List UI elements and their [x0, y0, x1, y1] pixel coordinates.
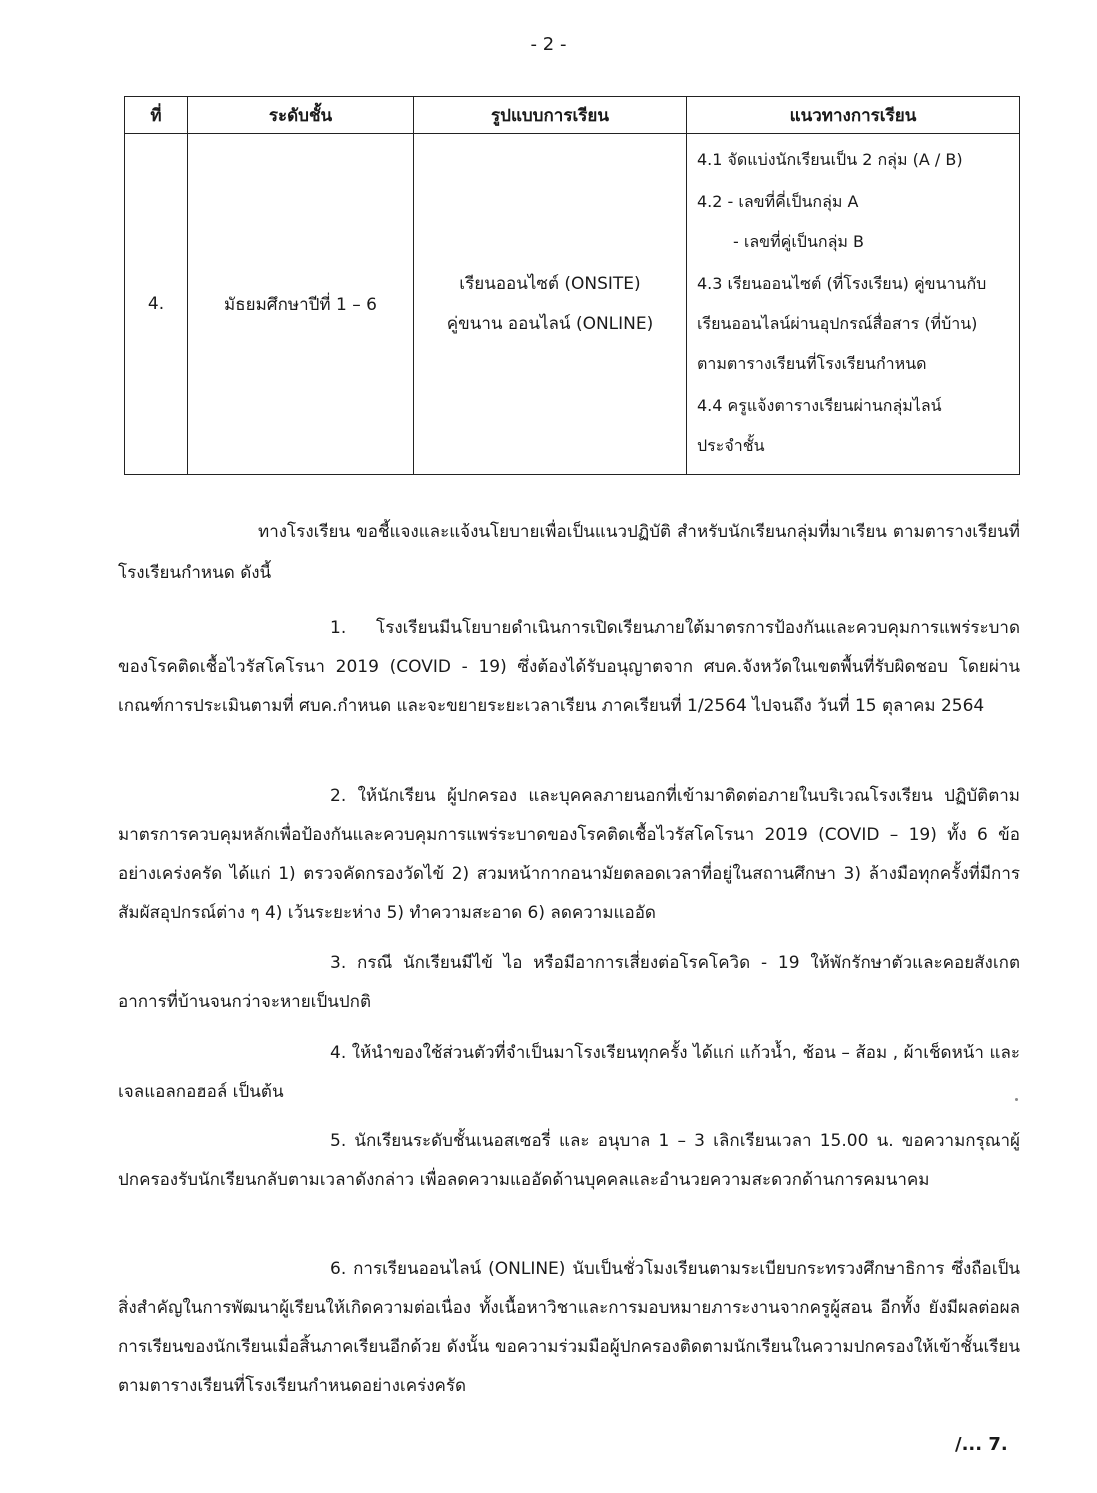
approach-line: 4.1 จัดแบ่งนักเรียนเป็น 2 กลุ่ม (A / B) [697, 150, 963, 169]
policy-item-1: 1. โรงเรียนมีนโยบายดำเนินการเปิดเรียนภายใต้มาตรการป้องกันและควบคุมการแพร่ระบาดของโรคติดเชื้อไวรัสโคโรนา 2019 (COVID - 19) ซึ่งต้องได้รับอนุญาตจาก ศบค.จังหวัดในเขตพื้นที่รับผิดชอบ โดยผ่านเกณฑ์การประเมินตามที่ ศบค.กำหนด และจะขยายระยะเวลาเรียน ภาคเรียนที่ 1/2564 ไปจนถึง วันที่ 15 ตุลาคม 2564 [118, 618, 1020, 716]
approach-line: เรียนออนไลน์ผ่านอุปกรณ์สื่อสาร (ที่บ้าน) [697, 314, 978, 333]
continuation-mark: /... 7. [955, 1434, 1008, 1455]
row-approach [687, 134, 1020, 475]
approach-line: 4.3 เรียนออนไซต์ (ที่โรงเรียน) คู่ขนานกับ [697, 274, 987, 293]
approach-line: 4.4 ครูแจ้งตารางเรียนผ่านกลุ่มไลน์ [697, 396, 942, 415]
row-number: 4. [125, 134, 188, 475]
header-approach: แนวทางการเรียน [687, 97, 1020, 134]
policy-item-4: 4. ให้นำของใช้ส่วนตัวที่จำเป็นมาโรงเรียนทุกครั้ง ได้แก่ แก้วน้ำ, ช้อน – ส้อม , ผ้าเช็ดหน้า และเจลแอลกอฮอล์ เป็นต้น [118, 1043, 1020, 1102]
policy-item-2: 2. ให้นักเรียน ผู้ปกครอง และบุคคลภายนอกที่เข้ามาติดต่อภายในบริเวณโรงเรียน ปฏิบัติตามมาตรการควบคุมหลักเพื่อป้องกันและควบคุมการแพร่ระบาดของโรคติดเชื้อไวรัสโคโรนา 2019 (COVID – 19) ทั้ง 6 ข้อ อย่างเคร่งครัด ได้แก่ 1) ตรวจคัดกรองวัดไข้ 2) สวมหน้ากากอนามัยตลอดเวลาที่อยู่ในสถานศึกษา 3) ล้างมือทุกครั้งที่มีการสัมผัสอุปกรณ์ต่าง ๆ 4) เว้นระยะห่าง 5) ทำความสะอาด 6) ลดความแออัด [118, 786, 1020, 923]
row-level: มัธยมศึกษาปีที่ 1 – 6 [188, 134, 414, 475]
intro-paragraph: ทางโรงเรียน ขอชี้แจงและแจ้งนโยบายเพื่อเป็นแนวปฏิบัติ สำหรับนักเรียนกลุ่มที่มาเรียน ตามตารางเรียนที่โรงเรียนกำหนด ดังนี้ [118, 522, 1020, 583]
policy-item-3: 3. กรณี นักเรียนมีไข้ ไอ หรือมีอาการเสี่ยงต่อโรคโควิด - 19 ให้พักรักษาตัวและคอยสังเกตอาการที่บ้านจนกว่าจะหายเป็นปกติ [118, 953, 1020, 1012]
table-header-row [125, 97, 1020, 134]
page-number: - 2 - [530, 34, 567, 55]
learning-format-table [124, 96, 1020, 475]
approach-line: ประจำชั้น [697, 436, 765, 455]
approach-line: 4.2 - เลขที่คี่เป็นกลุ่ม A [697, 192, 859, 211]
table-row [125, 134, 1020, 475]
header-level: ระดับชั้น [188, 97, 414, 134]
header-format: รูปแบบการเรียน [414, 97, 687, 134]
approach-line: ตามตารางเรียนที่โรงเรียนกำหนด [697, 354, 927, 373]
policy-item-6: 6. การเรียนออนไลน์ (ONLINE) นับเป็นชั่วโมงเรียนตามระเบียบกระทรวงศึกษาธิการ ซึ่งถือเป็นสิ่งสำคัญในการพัฒนาผู้เรียนให้เกิดความต่อเนื่อง ทั้งเนื้อหาวิชาและการมอบหมายภาระงานจากครูผู้สอน อีกทั้ง ยังมีผลต่อผลการเรียนของนักเรียนเมื่อสิ้นภาคเรียนอีกด้วย ดังนั้น ขอความร่วมมือผู้ปกครองติดตามนักเรียนในความปกครองให้เข้าชั้นเรียนตามตารางเรียนที่โรงเรียนกำหนดอย่างเคร่งครัด [118, 1259, 1020, 1396]
row-format [414, 134, 687, 475]
approach-line: - เลขที่คู่เป็นกลุ่ม B [733, 232, 864, 251]
policy-item-5: 5. นักเรียนระดับชั้นเนอสเซอรี่ และ อนุบาล 1 – 3 เลิกเรียนเวลา 15.00 น. ขอความกรุณาผู้ปกครองรับนักเรียนกลับตามเวลาดังกล่าว เพื่อลดความแออัดด้านบุคคลและอำนวยความสะดวกด้านการคมนาคม [118, 1131, 1020, 1190]
format-line: คู่ขนาน ออนไลน์ (ONLINE) [446, 314, 654, 334]
scan-speck [1015, 1098, 1018, 1101]
format-line: เรียนออนไซต์ (ONSITE) [459, 274, 641, 294]
header-number: ที่ [125, 97, 188, 134]
